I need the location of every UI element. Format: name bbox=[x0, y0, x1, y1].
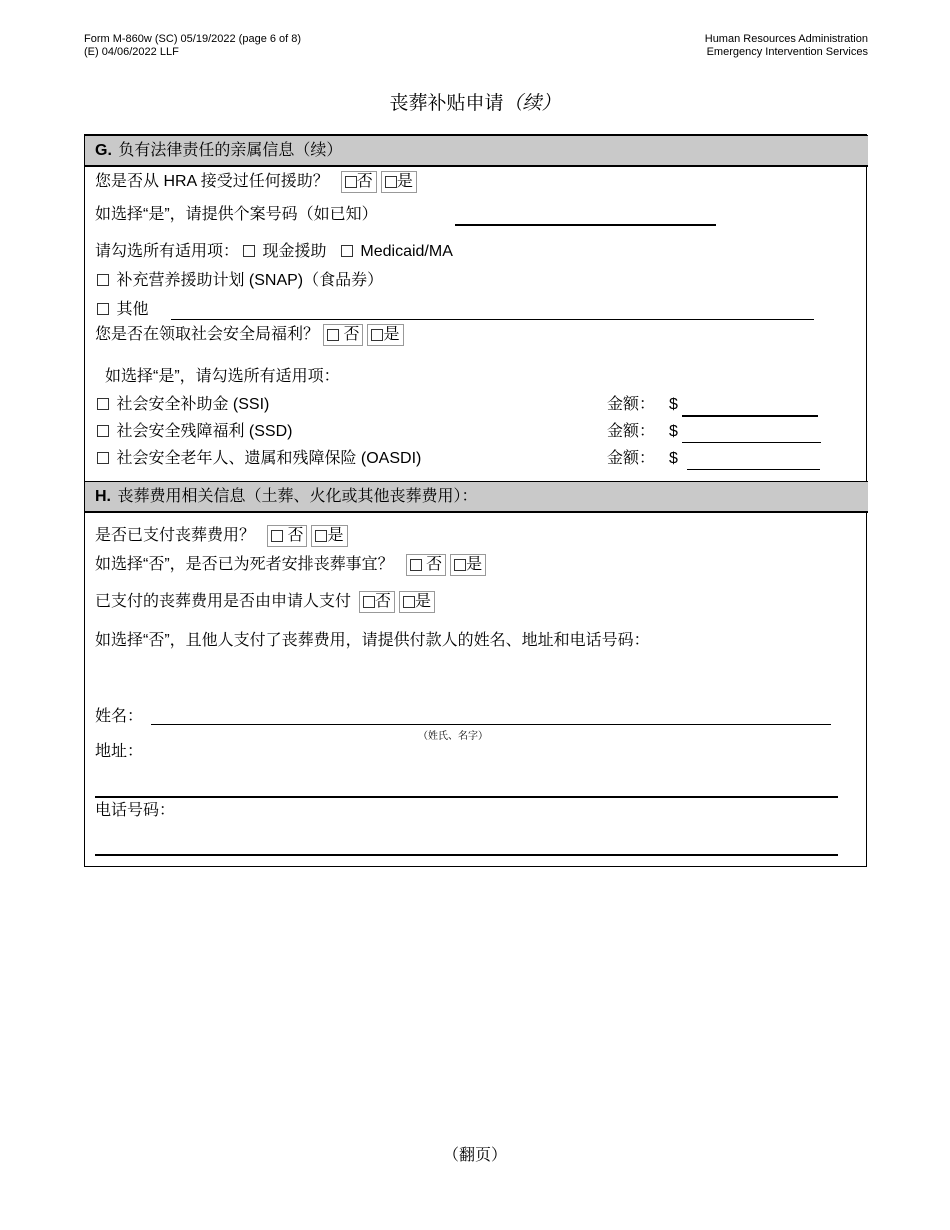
hra-question-row bbox=[95, 171, 417, 193]
ssd-amount-label: 金额： bbox=[607, 423, 656, 440]
hra-no-checkbox[interactable] bbox=[345, 176, 357, 188]
applicant-no-option bbox=[359, 591, 395, 613]
oasdi-checkbox[interactable] bbox=[97, 452, 109, 464]
ssd-amount-field[interactable] bbox=[682, 428, 821, 443]
oasdi-label: 社会安全老年人、遗属和残障保险 (OASDI) bbox=[116, 450, 422, 467]
arranged-yes-option bbox=[450, 554, 486, 576]
name-field[interactable] bbox=[151, 709, 831, 725]
case-number-label: 如选择“是”，请提供个案号码（如已知） bbox=[95, 206, 378, 223]
ssi-checkbox[interactable] bbox=[97, 398, 109, 410]
case-number-field[interactable] bbox=[455, 210, 716, 226]
other-field[interactable] bbox=[171, 304, 814, 320]
ssd-dollar-sign: $ bbox=[669, 423, 678, 440]
section-g-header bbox=[85, 135, 868, 167]
ss-no-option bbox=[323, 324, 363, 346]
paid-yes-option bbox=[311, 525, 347, 547]
ssi-row bbox=[95, 395, 269, 415]
other-label: 其他 bbox=[116, 301, 149, 318]
paid-no-option bbox=[267, 525, 307, 547]
form-body bbox=[84, 134, 867, 867]
ss-yes-checkbox[interactable] bbox=[371, 329, 383, 341]
hra-yes-checkbox[interactable] bbox=[385, 176, 397, 188]
turn-page-note: （翻页） bbox=[442, 1147, 507, 1164]
ssi-amount-field[interactable] bbox=[682, 401, 818, 417]
other-checkbox[interactable] bbox=[97, 303, 109, 315]
ssd-label: 社会安全残障福利 (SSD) bbox=[116, 423, 293, 440]
cash-checkbox[interactable] bbox=[243, 245, 255, 257]
paid-no-label: 否 bbox=[287, 527, 304, 544]
other-row bbox=[95, 300, 148, 320]
ssi-amount-row bbox=[607, 395, 678, 415]
applicant-paid-label: 已支付的丧葬费用是否由申请人支付 bbox=[95, 593, 352, 611]
applicant-yes-label: 是 bbox=[415, 593, 432, 610]
page-title bbox=[0, 88, 950, 115]
applicant-yes-checkbox[interactable] bbox=[403, 596, 415, 608]
hra-question-label: 您是否从 HRA 接受过任何援助？ bbox=[95, 173, 329, 191]
oasdi-amount-field[interactable] bbox=[687, 455, 820, 470]
oasdi-dollar-sign: $ bbox=[669, 450, 678, 467]
ss-question-row bbox=[95, 324, 404, 346]
phone-field[interactable] bbox=[95, 839, 838, 856]
arranged-question-row bbox=[95, 554, 486, 576]
hra-no-label: 否 bbox=[356, 173, 373, 190]
agency-division: Emergency Intervention Services bbox=[706, 46, 868, 58]
snap-checkbox[interactable] bbox=[97, 274, 109, 286]
hra-yes-option bbox=[381, 171, 417, 193]
agency-name: Human Resources Administration bbox=[704, 33, 868, 45]
arranged-no-label: 否 bbox=[426, 556, 443, 573]
ssd-checkbox[interactable] bbox=[97, 425, 109, 437]
snap-row bbox=[95, 271, 383, 291]
applicant-paid-row bbox=[95, 591, 435, 613]
applicant-no-checkbox[interactable] bbox=[363, 596, 375, 608]
section-h-letter: H. bbox=[95, 488, 111, 505]
snap-label: 补充营养援助计划 (SNAP)（食品券） bbox=[116, 272, 384, 289]
cash-label: 现金援助 bbox=[262, 243, 327, 260]
form-id-header bbox=[84, 33, 301, 59]
applicant-yes-option bbox=[399, 591, 435, 613]
oasdi-amount-row bbox=[607, 449, 678, 469]
assistance-types-row bbox=[95, 242, 453, 262]
ss-no-checkbox[interactable] bbox=[327, 329, 339, 341]
check-all-label: 请勾选所有适用项： bbox=[95, 243, 240, 260]
page-title-main: 丧葬补贴申请 bbox=[389, 93, 504, 114]
ssi-label: 社会安全补助金 (SSI) bbox=[116, 396, 270, 413]
arranged-no-option bbox=[406, 554, 446, 576]
section-h-title: 丧葬费用相关信息（土葬、火化或其他丧葬费用）： bbox=[117, 488, 478, 505]
ssi-amount-label: 金额： bbox=[607, 396, 656, 413]
medicaid-label: Medicaid/MA bbox=[360, 243, 453, 260]
form-number: Form M-860w (SC) 05/19/2022 (page 6 of 8) bbox=[84, 33, 302, 45]
phone-label: 电话号码： bbox=[95, 802, 176, 819]
other-payer-instruction: 如选择“否”，且他人支付了丧葬费用，请提供付款人的姓名、地址和电话号码： bbox=[95, 632, 650, 649]
ssd-row bbox=[95, 422, 292, 442]
form-revision: (E) 04/06/2022 LLF bbox=[84, 46, 179, 58]
paid-question-label: 是否已支付丧葬费用？ bbox=[95, 527, 256, 545]
paid-yes-checkbox[interactable] bbox=[315, 530, 327, 542]
applicant-no-label: 否 bbox=[375, 593, 392, 610]
name-label: 姓名： bbox=[95, 708, 144, 725]
agency-header bbox=[705, 33, 868, 59]
ss-yes-label: 是 bbox=[383, 326, 400, 343]
name-format-hint: （姓氏、名字） bbox=[418, 731, 488, 742]
paid-question-row bbox=[95, 525, 348, 547]
section-h-header bbox=[85, 481, 868, 513]
ss-if-yes-label: 如选择“是”，请勾选所有适用项： bbox=[105, 368, 340, 385]
address-field[interactable] bbox=[95, 781, 838, 798]
arranged-no-checkbox[interactable] bbox=[410, 559, 422, 571]
section-g-title: 负有法律责任的亲属信息（续） bbox=[118, 142, 343, 159]
ss-yes-option bbox=[367, 324, 403, 346]
paid-yes-label: 是 bbox=[327, 527, 344, 544]
ss-question-label: 您是否在领取社会安全局福利？ bbox=[95, 326, 320, 344]
hra-yes-label: 是 bbox=[396, 173, 413, 190]
arranged-question-label: 如选择“否”，是否已为死者安排丧葬事宜？ bbox=[95, 556, 394, 574]
page-title-cont: （续） bbox=[503, 93, 561, 114]
ssi-dollar-sign: $ bbox=[669, 396, 678, 413]
oasdi-amount-label: 金额： bbox=[607, 450, 656, 467]
section-g-letter: G. bbox=[95, 142, 112, 159]
oasdi-row bbox=[95, 449, 421, 469]
ssd-amount-row bbox=[607, 422, 678, 442]
arranged-yes-label: 是 bbox=[466, 556, 483, 573]
address-label: 地址： bbox=[95, 743, 144, 760]
ss-no-label: 否 bbox=[343, 326, 360, 343]
paid-no-checkbox[interactable] bbox=[271, 530, 283, 542]
medicaid-checkbox[interactable] bbox=[341, 245, 353, 257]
arranged-yes-checkbox[interactable] bbox=[454, 559, 466, 571]
hra-no-option bbox=[341, 171, 377, 193]
